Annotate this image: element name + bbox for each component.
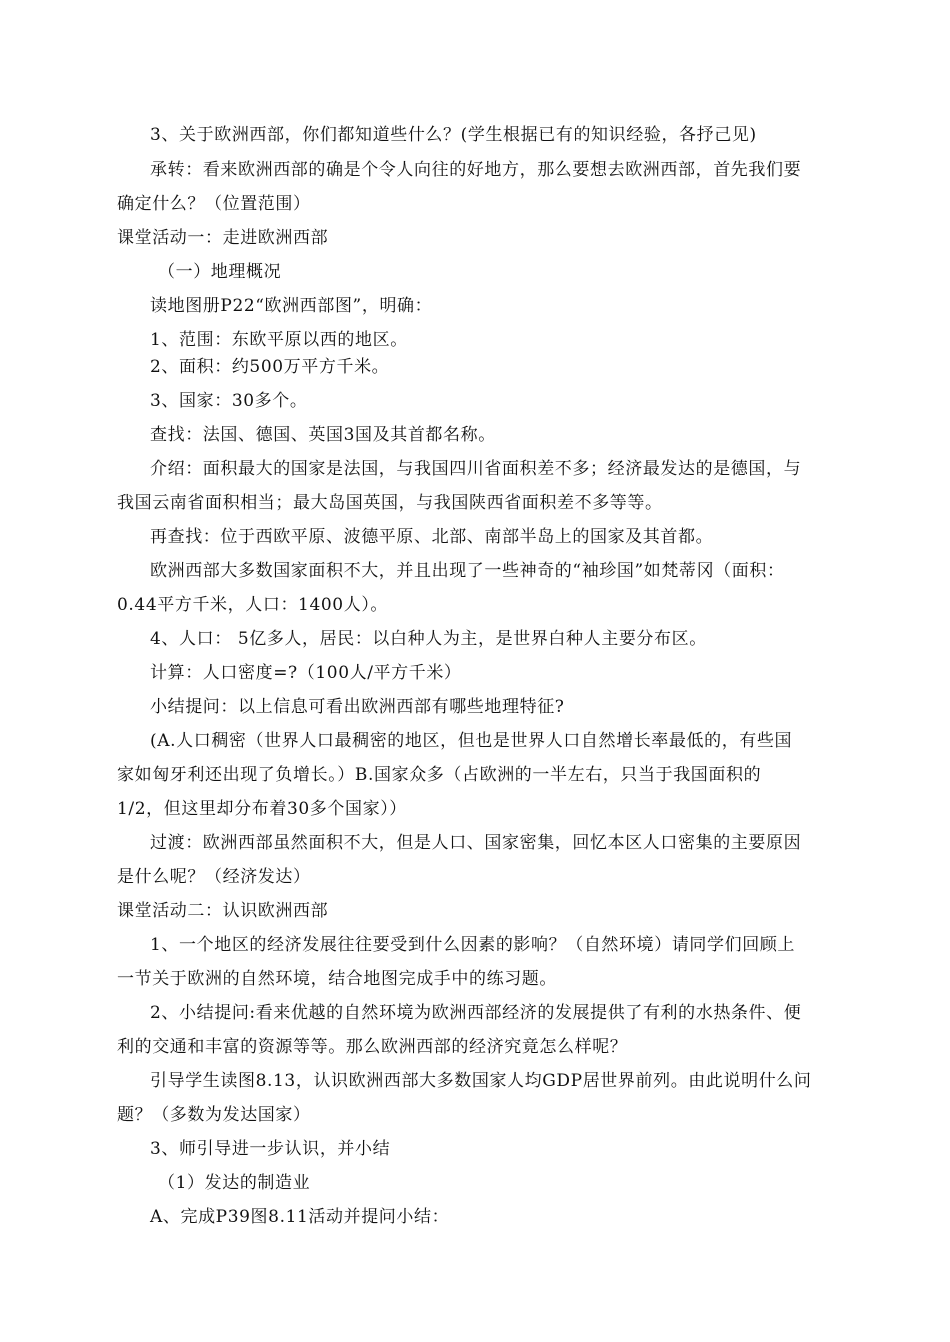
- text-line: 题？（多数为发达国家）: [117, 1105, 311, 1125]
- text-line: (A.人口稠密（世界人口最稠密的地区，但也是世界人口自然增长率最低的，有些国: [150, 731, 793, 751]
- subsection-heading: （一）地理概况: [158, 262, 282, 282]
- text-line: 1/2，但这里却分布着30多个国家））: [117, 799, 407, 819]
- section-heading: 课堂活动一：走进欧洲西部: [117, 228, 329, 248]
- text-line: 小结提问：以上信息可看出欧洲西部有哪些地理特征?: [150, 697, 565, 717]
- text-line: 3、师引导进一步认识，并小结: [150, 1139, 391, 1159]
- text-line: 4、人口： 5亿多人，居民：以白种人为主，是世界白种人主要分布区。: [150, 629, 707, 649]
- text-line: 欧洲西部大多数国家面积不大，并且出现了一些神奇的“袖珍国”如梵蒂冈（面积：: [150, 561, 785, 581]
- text-line: 再查找：位于西欧平原、波德平原、北部、南部半岛上的国家及其首都。: [150, 527, 714, 547]
- text-line: 计算：人口密度=?（100人/平方千米）: [150, 663, 462, 683]
- text-line: 读地图册P22“欧洲西部图”，明确：: [150, 296, 433, 316]
- text-line: 3、关于欧洲西部，你们都知道些什么？(学生根据已有的知识经验，各抒己见): [150, 125, 757, 145]
- text-line: 确定什么？（位置范围）: [117, 194, 311, 214]
- text-line: 一节关于欧洲的自然环境，结合地图完成手中的练习题。: [117, 969, 557, 989]
- text-line: 0.44平方千米，人口：1400人）。: [117, 595, 389, 615]
- text-line: A、完成P39图8.11活动并提问小结：: [150, 1207, 450, 1227]
- text-line: 介绍：面积最大的国家是法国，与我国四川省面积差不多；经济最发达的是德国，与: [150, 459, 802, 479]
- text-line: 我国云南省面积相当；最大岛国英国，与我国陕西省面积差不多等等。: [117, 493, 663, 513]
- text-line: 过渡：欧洲西部虽然面积不大，但是人口、国家密集，回忆本区人口密集的主要原因: [150, 833, 802, 853]
- text-line: 家如匈牙利还出现了负增长。）B.国家众多（占欧洲的一半左右，只当于我国面积的: [117, 765, 762, 785]
- text-line: 查找：法国、德国、英国3国及其首都名称。: [150, 425, 496, 445]
- text-line: 是什么呢？（经济发达）: [117, 867, 311, 887]
- subsection-heading: （1）发达的制造业: [158, 1173, 311, 1193]
- text-line: 2、面积：约500万平方千米。: [150, 357, 390, 377]
- text-line: 承转：看来欧洲西部的确是个令人向往的好地方，那么要想去欧洲西部，首先我们要: [150, 160, 802, 180]
- text-line: 1、一个地区的经济发展往往要受到什么因素的影响？（自然环境）请同学们回顾上: [150, 935, 796, 955]
- text-line: 3、国家：30多个。: [150, 391, 308, 411]
- text-line: 1、范围：东欧平原以西的地区。: [150, 330, 408, 350]
- text-line: 利的交通和丰富的资源等等。那么欧洲西部的经济究竟怎么样呢？: [117, 1037, 628, 1057]
- section-heading: 课堂活动二：认识欧洲西部: [117, 901, 329, 921]
- text-line: 2、小结提问:看来优越的自然环境为欧洲西部经济的发展提供了有利的水热条件、便: [150, 1003, 802, 1023]
- text-line: 引导学生读图8.13，认识欧洲西部大多数国家人均GDP居世界前列。由此说明什么问: [150, 1071, 812, 1091]
